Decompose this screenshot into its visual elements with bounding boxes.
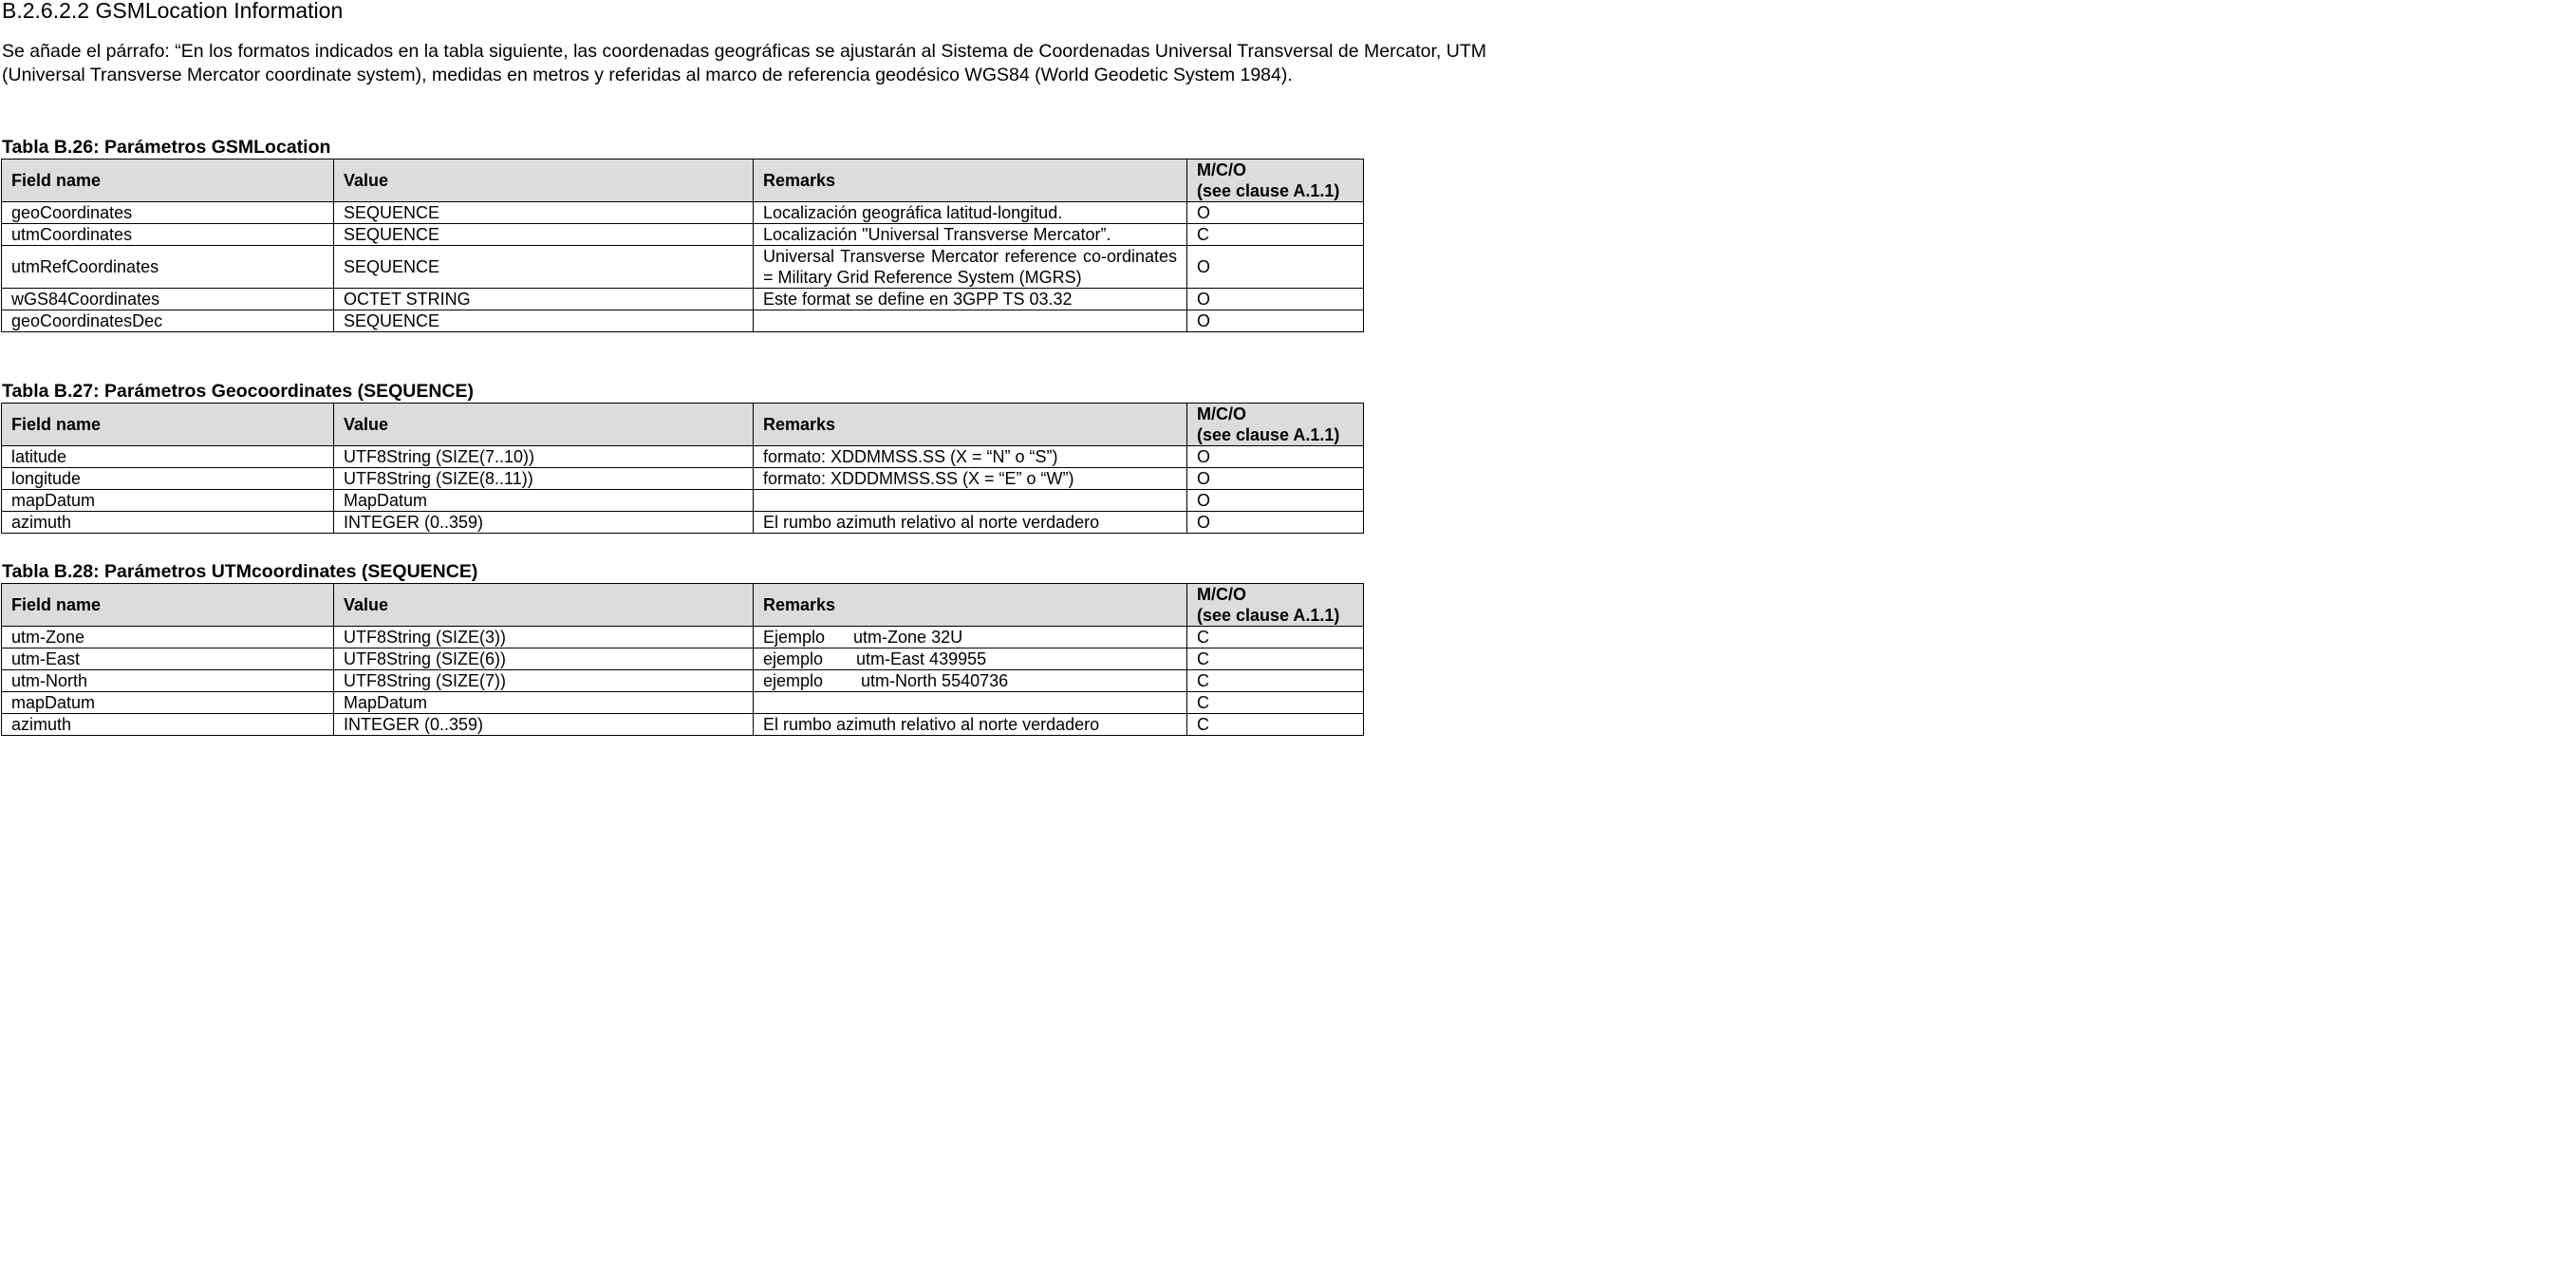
cell-mco: O xyxy=(1187,289,1364,310)
table-caption-b27: Tabla B.27: Parámetros Geocoordinates (SEQUENCE) xyxy=(2,381,475,402)
cell-value: SEQUENCE xyxy=(334,310,754,332)
cell-value: UTF8String (SIZE(6)) xyxy=(334,648,754,670)
cell-mco: C xyxy=(1187,692,1364,714)
header-mco-line2: (see clause A.1.1) xyxy=(1197,606,1340,625)
table-caption-b28: Tabla B.28: Parámetros UTMcoordinates (SEQUENCE) xyxy=(2,561,478,582)
cell-remarks: Universal Transverse Mercator reference co-ordinates = Military Grid Reference System (MGRS) xyxy=(754,246,1187,289)
cell-remarks: Localización "Universal Transverse Mercator”. xyxy=(754,224,1187,246)
header-mco-line2: (see clause A.1.1) xyxy=(1197,425,1340,444)
cell-value: INTEGER (0..359) xyxy=(334,714,754,736)
cell-remarks xyxy=(754,490,1187,512)
table-row xyxy=(2,289,1364,310)
cell-value: INTEGER (0..359) xyxy=(334,512,754,534)
cell-value: UTF8String (SIZE(8..11)) xyxy=(334,468,754,490)
header-value: Value xyxy=(334,584,754,627)
cell-mco: O xyxy=(1187,310,1364,332)
cell-value: MapDatum xyxy=(334,490,754,512)
cell-mco: O xyxy=(1187,490,1364,512)
table-row xyxy=(2,310,1364,332)
header-remarks: Remarks xyxy=(754,160,1187,202)
cell-mco: O xyxy=(1187,468,1364,490)
cell-value: UTF8String (SIZE(3)) xyxy=(334,627,754,648)
cell-field: mapDatum xyxy=(2,692,334,714)
table-header-row xyxy=(2,160,1364,202)
cell-value: SEQUENCE xyxy=(334,202,754,224)
table-row xyxy=(2,468,1364,490)
cell-mco: O xyxy=(1187,246,1364,289)
cell-field: wGS84Coordinates xyxy=(2,289,334,310)
header-field-name: Field name xyxy=(2,160,334,202)
cell-value: MapDatum xyxy=(334,692,754,714)
cell-value: UTF8String (SIZE(7..10)) xyxy=(334,446,754,468)
cell-value: SEQUENCE xyxy=(334,246,754,289)
table-header-row xyxy=(2,404,1364,446)
cell-mco: C xyxy=(1187,648,1364,670)
table-geocoordinates xyxy=(1,403,1364,534)
table-row xyxy=(2,246,1364,289)
intro-paragraph: Se añade el párrafo: “En los formatos indicados en la tabla siguiente, las coordenadas geográficas se ajustarán al Sistema de Coordenadas Universal Transversal de Mercator, UTM (Universal Transverse Mercator coordinate system), medidas en metros y referidas al marco de referencia geodésico WGS84 (World Geodetic System 1984). xyxy=(2,41,1486,85)
table-utmcoordinates xyxy=(1,583,1364,736)
table-row xyxy=(2,627,1364,648)
header-remarks: Remarks xyxy=(754,404,1187,446)
table-row xyxy=(2,224,1364,246)
cell-field: utmCoordinates xyxy=(2,224,334,246)
cell-field: azimuth xyxy=(2,714,334,736)
document-page xyxy=(0,0,1488,740)
cell-remarks: ejemplo utm-North 5540736 xyxy=(754,670,1187,692)
table-row xyxy=(2,714,1364,736)
cell-mco: C xyxy=(1187,224,1364,246)
cell-remarks: ejemplo utm-East 439955 xyxy=(754,648,1187,670)
cell-field: utm-North xyxy=(2,670,334,692)
header-field-name: Field name xyxy=(2,404,334,446)
header-mco xyxy=(1187,160,1364,202)
table-row xyxy=(2,490,1364,512)
cell-field: latitude xyxy=(2,446,334,468)
table-row xyxy=(2,202,1364,224)
cell-mco: C xyxy=(1187,670,1364,692)
cell-field: utm-East xyxy=(2,648,334,670)
table-caption-b26: Tabla B.26: Parámetros GSMLocation xyxy=(2,137,331,158)
cell-value: OCTET STRING xyxy=(334,289,754,310)
header-mco-line2: (see clause A.1.1) xyxy=(1197,181,1340,200)
cell-mco: O xyxy=(1187,202,1364,224)
cell-remarks: El rumbo azimuth relativo al norte verdadero xyxy=(754,512,1187,534)
header-mco-line1: M/C/O xyxy=(1197,404,1246,423)
cell-mco: O xyxy=(1187,446,1364,468)
cell-mco: C xyxy=(1187,714,1364,736)
cell-field: longitude xyxy=(2,468,334,490)
header-field-name: Field name xyxy=(2,584,334,627)
cell-remarks: formato: XDDMMSS.SS (X = “N” o “S”) xyxy=(754,446,1187,468)
table-row xyxy=(2,512,1364,534)
cell-remarks xyxy=(754,310,1187,332)
cell-mco: C xyxy=(1187,627,1364,648)
table-row xyxy=(2,446,1364,468)
header-mco xyxy=(1187,404,1364,446)
cell-remarks: Ejemplo utm-Zone 32U xyxy=(754,627,1187,648)
table-header-row xyxy=(2,584,1364,627)
cell-field: utm-Zone xyxy=(2,627,334,648)
cell-field: geoCoordinates xyxy=(2,202,334,224)
section-heading: B.2.6.2.2 GSMLocation Information xyxy=(2,0,344,23)
table-gsmlocation xyxy=(1,159,1364,332)
header-remarks: Remarks xyxy=(754,584,1187,627)
cell-remarks xyxy=(754,692,1187,714)
cell-value: SEQUENCE xyxy=(334,224,754,246)
cell-value: UTF8String (SIZE(7)) xyxy=(334,670,754,692)
header-mco xyxy=(1187,584,1364,627)
header-value: Value xyxy=(334,404,754,446)
cell-field: geoCoordinatesDec xyxy=(2,310,334,332)
table-row xyxy=(2,692,1364,714)
header-value: Value xyxy=(334,160,754,202)
cell-field: mapDatum xyxy=(2,490,334,512)
cell-field: azimuth xyxy=(2,512,334,534)
table-row xyxy=(2,648,1364,670)
cell-remarks: El rumbo azimuth relativo al norte verdadero xyxy=(754,714,1187,736)
table-row xyxy=(2,670,1364,692)
cell-field: utmRefCoordinates xyxy=(2,246,334,289)
header-mco-line1: M/C/O xyxy=(1197,160,1246,179)
cell-remarks: Este format se define en 3GPP TS 03.32 xyxy=(754,289,1187,310)
cell-remarks: formato: XDDDMMSS.SS (X = “E” o “W”) xyxy=(754,468,1187,490)
header-mco-line1: M/C/O xyxy=(1197,585,1246,604)
cell-mco: O xyxy=(1187,512,1364,534)
cell-remarks: Localización geográfica latitud-longitud. xyxy=(754,202,1187,224)
